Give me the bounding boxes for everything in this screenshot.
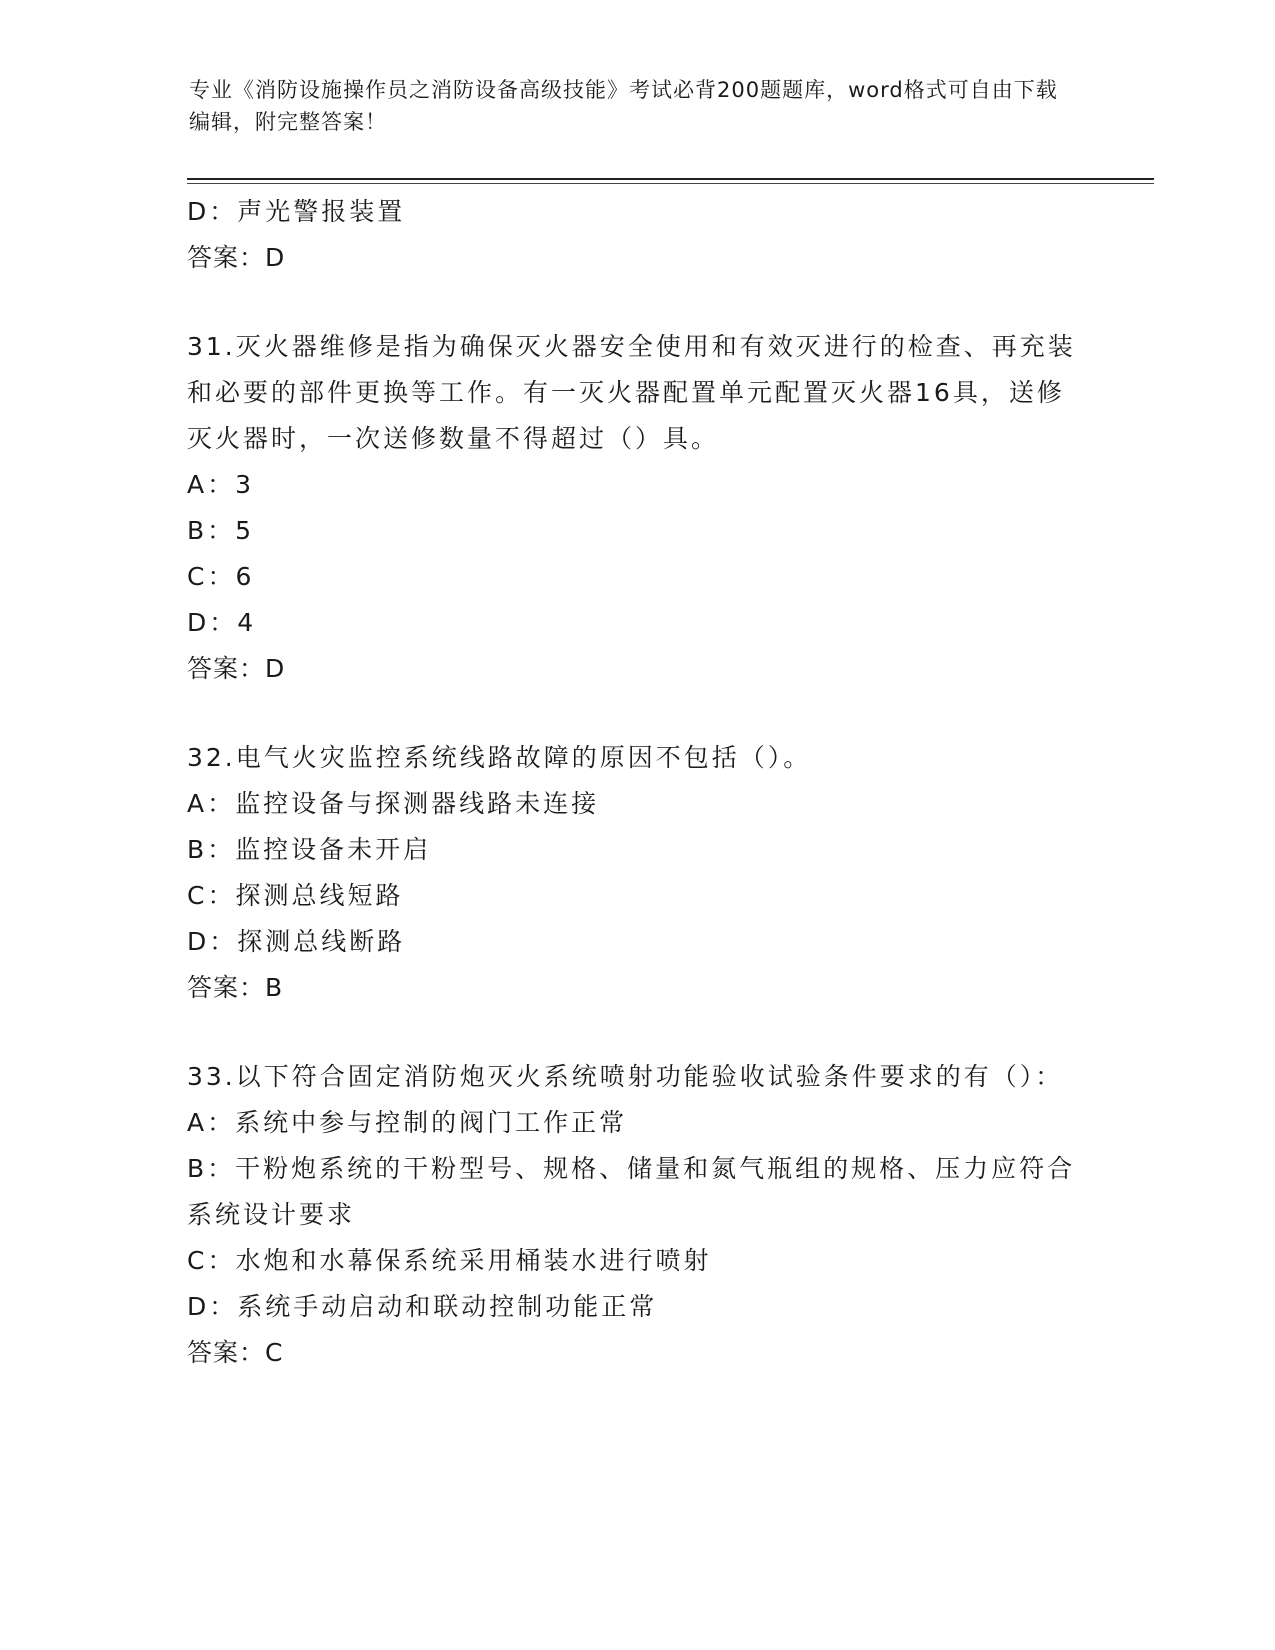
spacer [187, 1011, 1087, 1054]
option-c: C：6 [187, 562, 255, 591]
option-a: A：监控设备与探测器线路未连接 [187, 789, 600, 818]
option-d: D：探测总线断路 [187, 927, 406, 956]
answer: 答案：D [187, 243, 286, 272]
header-divider-thin [187, 183, 1154, 184]
header-divider-thick [187, 178, 1154, 180]
option-a: A：系统中参与控制的阀门工作正常 [187, 1108, 628, 1137]
answer: 答案：B [187, 973, 284, 1002]
answer: 答案：C [187, 1338, 284, 1367]
header-text: 专业《消防设施操作员之消防设备高级技能》考试必背200题题库，word格式可自由下载编辑，附完整答案！ [189, 78, 1058, 134]
answer: 答案：D [187, 654, 286, 683]
option-b: B：5 [187, 516, 255, 545]
option-b: B：监控设备未开启 [187, 835, 432, 864]
question-30-tail [187, 189, 1087, 281]
question-stem: 33.以下符合固定消防炮灭火系统喷射功能验收试验条件要求的有（）： [187, 1062, 1064, 1091]
question-stem: 32.电气火灾监控系统线路故障的原因不包括（）。 [187, 743, 812, 772]
question-32 [187, 735, 1087, 1011]
question-stem: 31.灭火器维修是指为确保灭火器安全使用和有效灭进行的检查、再充装和必要的部件更换等工作。有一灭火器配置单元配置灭火器16具，送修灭火器时，一次送修数量不得超过（）具。 [187, 332, 1076, 453]
question-31 [187, 324, 1087, 692]
document-header [189, 74, 1069, 138]
option-c: C：水炮和水幕保系统采用桶装水进行喷射 [187, 1246, 712, 1275]
option-b: B：干粉炮系统的干粉型号、规格、储量和氮气瓶组的规格、压力应符合系统设计要求 [187, 1154, 1076, 1229]
option-d: D：4 [187, 608, 257, 637]
question-33 [187, 1054, 1087, 1376]
option-d: D：系统手动启动和联动控制功能正常 [187, 1292, 658, 1321]
question-list [187, 189, 1087, 1376]
spacer [187, 692, 1087, 735]
option-d: D：声光警报装置 [187, 197, 406, 226]
option-a: A：3 [187, 470, 255, 499]
spacer [187, 281, 1087, 324]
option-c: C：探测总线短路 [187, 881, 404, 910]
